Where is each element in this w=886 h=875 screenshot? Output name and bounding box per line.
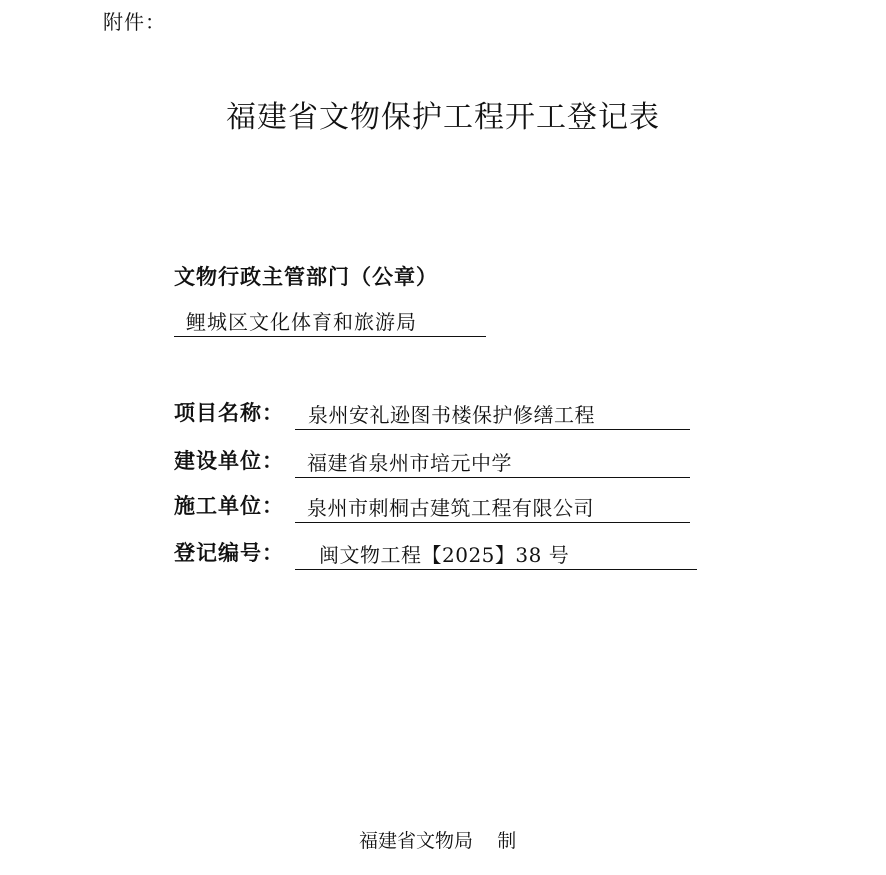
construction-unit-label: 建设单位： [174, 449, 284, 473]
project-name-value: 泉州安礼逊图书楼保护修缮工程 [308, 403, 595, 427]
authority-label: 文物行政主管部门（公章） [174, 265, 438, 289]
registration-number-field [295, 541, 697, 570]
registration-number-value: 闽文物工程【2025】38 号 [319, 543, 570, 567]
contractor-value: 泉州市刺桐古建筑工程有限公司 [307, 496, 594, 520]
footer-issuer-name: 福建省文物局 [359, 830, 474, 852]
contractor-label: 施工单位： [174, 494, 284, 518]
footer-issuer [359, 826, 516, 853]
registration-number-label: 登记编号： [174, 541, 284, 565]
authority-field [174, 308, 486, 337]
construction-unit-field [295, 449, 690, 478]
project-name-field [295, 401, 690, 430]
page-title: 福建省文物保护工程开工登记表 [226, 100, 660, 135]
footer-made-label: 制 [497, 830, 517, 852]
contractor-field [295, 494, 690, 523]
authority-value: 鲤城区文化体育和旅游局 [186, 310, 417, 334]
attachment-label: 附件： [103, 10, 166, 34]
project-name-label: 项目名称： [174, 401, 284, 425]
construction-unit-value: 福建省泉州市培元中学 [307, 451, 512, 475]
